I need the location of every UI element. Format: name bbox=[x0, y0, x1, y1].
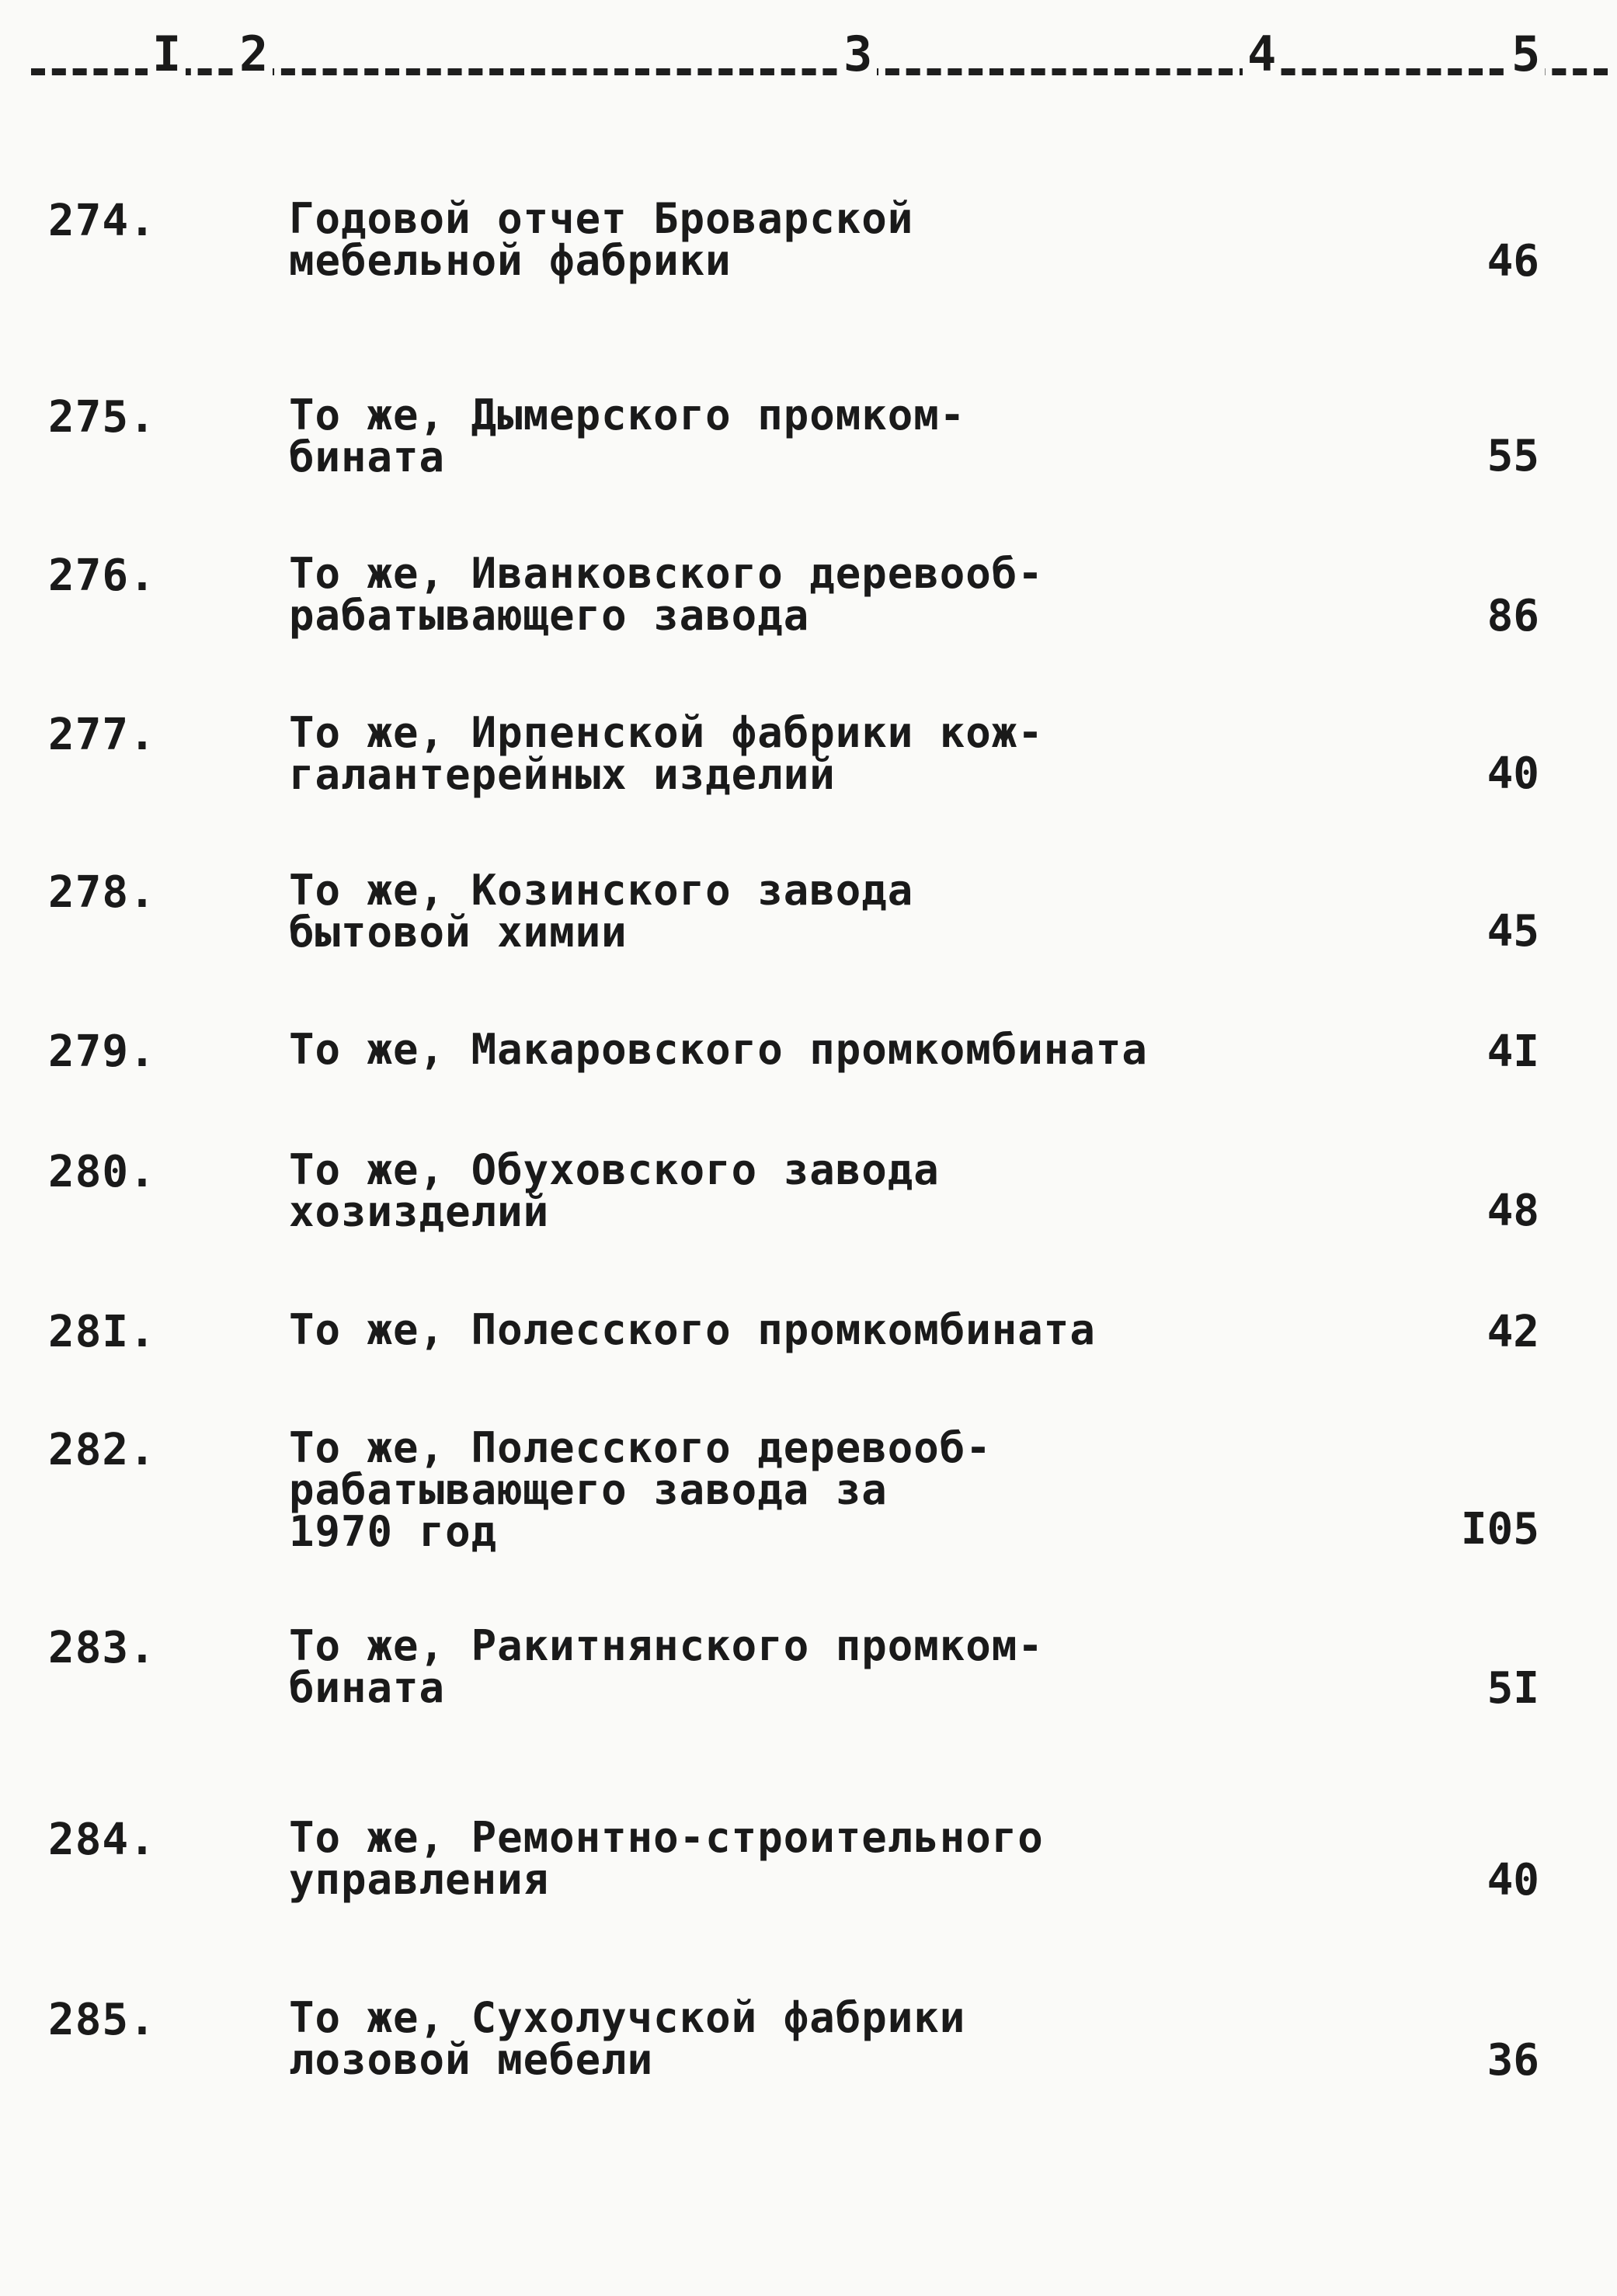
entry-page-count: I05 bbox=[1460, 1504, 1539, 1554]
column-number-4: 4 bbox=[1243, 23, 1281, 85]
entry-page-count: 46 bbox=[1487, 236, 1539, 287]
entry-title: То же, Ремонтно-строительного управления bbox=[289, 1813, 1044, 1904]
entry-number: 282. bbox=[48, 1425, 156, 1475]
entry-number: 278. bbox=[48, 867, 156, 918]
entry-number: 285. bbox=[48, 1995, 156, 2045]
entry-page-count: 86 bbox=[1487, 591, 1539, 641]
entry-number: 277. bbox=[48, 710, 156, 760]
entry-title: То же, Козинского завода бытовой химии bbox=[289, 866, 914, 957]
entry-page-count: 55 bbox=[1487, 431, 1539, 481]
entry-number: 284. bbox=[48, 1815, 156, 1865]
entry-page-count: 36 bbox=[1487, 2035, 1539, 2086]
entry-title: То же, Ракитнянского промком- бината bbox=[289, 1621, 1044, 1712]
entry-number: 275. bbox=[48, 392, 156, 443]
entry-title: То же, Ирпенской фабрики кож- галантерейных изделий bbox=[289, 708, 1044, 799]
entry-title: То же, Полесского промкомбината bbox=[289, 1305, 1096, 1354]
entry-page-count: 40 bbox=[1487, 749, 1539, 799]
entry-title: Годовой отчет Броварской мебельной фабрики bbox=[289, 194, 914, 285]
entry-title: То же, Сухолучской фабрики лозовой мебели bbox=[289, 1993, 966, 2084]
entry-number: 28I. bbox=[48, 1307, 156, 1357]
column-number-2: 2 bbox=[235, 23, 273, 85]
entry-title: То же, Макаровского промкомбината bbox=[289, 1025, 1148, 1074]
entry-page-count: 48 bbox=[1487, 1186, 1539, 1236]
entry-title: То же, Дымерского промком- бината bbox=[289, 391, 966, 481]
entry-page-count: 42 bbox=[1487, 1307, 1539, 1357]
entry-page-count: 5I bbox=[1487, 1663, 1539, 1714]
entry-page-count: 4I bbox=[1487, 1026, 1539, 1077]
column-number-1: I bbox=[148, 23, 186, 85]
entry-number: 283. bbox=[48, 1623, 156, 1673]
entry-number: 276. bbox=[48, 551, 156, 601]
entry-number: 274. bbox=[48, 196, 156, 246]
entry-title: То же, Иванковского деревооб- рабатывающего завода bbox=[289, 549, 1044, 640]
entry-number: 279. bbox=[48, 1026, 156, 1077]
column-number-3: 3 bbox=[839, 23, 877, 85]
entry-page-count: 40 bbox=[1487, 1855, 1539, 1905]
column-number-5: 5 bbox=[1507, 23, 1545, 85]
entry-title: То же, Полесского деревооб- рабатывающего завода за 1970 год bbox=[289, 1423, 992, 1556]
entry-page-count: 45 bbox=[1487, 906, 1539, 957]
entry-title: То же, Обуховского завода хозизделий bbox=[289, 1145, 940, 1236]
entry-number: 280. bbox=[48, 1147, 156, 1197]
